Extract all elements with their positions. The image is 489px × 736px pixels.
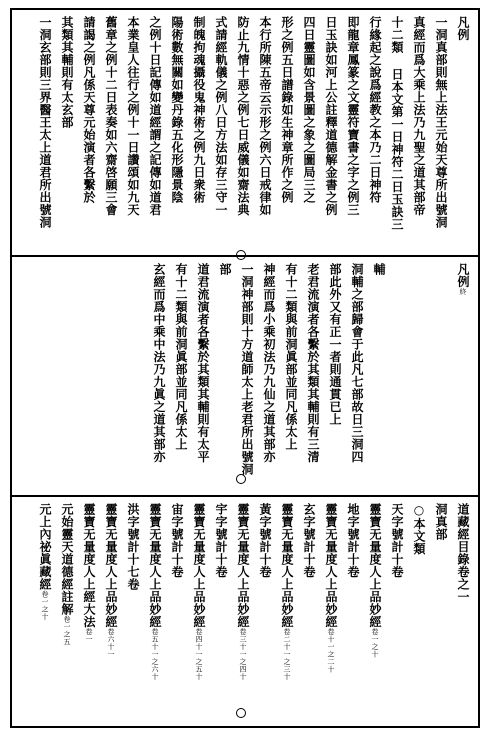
separator-circle-icon bbox=[236, 474, 246, 484]
bot-column bbox=[342, 503, 362, 720]
column-text: 輔 bbox=[372, 263, 386, 276]
column-text: 神經而爲小乘初法乃九仙之道其部亦 bbox=[262, 263, 276, 463]
column-text: 舊章之例十二日表奏如六齋啓願三會 bbox=[104, 16, 118, 216]
bot-column bbox=[452, 503, 472, 720]
mid-column bbox=[258, 263, 278, 489]
bottom-text-columns bbox=[18, 503, 472, 720]
column-text: 一洞玄部則三界醫王太上道君所出號洞 bbox=[38, 16, 52, 229]
column-text: 地字號計十卷 bbox=[346, 503, 360, 578]
middle-panel bbox=[12, 257, 478, 497]
bot-column bbox=[364, 503, 384, 720]
mid-column bbox=[452, 263, 472, 489]
mid-column bbox=[148, 263, 168, 489]
top-column bbox=[452, 16, 472, 249]
column-text: 道藏經目錄卷之一 bbox=[456, 503, 470, 603]
top-column bbox=[408, 16, 428, 249]
column-text: 部此外又有正一者則通貫已上 bbox=[328, 263, 342, 426]
mid-column bbox=[192, 263, 212, 489]
top-column bbox=[56, 16, 76, 249]
volume-note: 卷一之五 bbox=[63, 615, 71, 646]
top-column bbox=[276, 16, 296, 249]
column-text: 天字號計十卷 bbox=[390, 503, 404, 578]
column-text: 防止九情十惡之例七日威儀如齋法典 bbox=[236, 16, 250, 216]
mid-column bbox=[302, 263, 322, 489]
volume-note: 卷十一之二十 bbox=[327, 628, 335, 673]
column-text: 黃字號計十卷 bbox=[258, 503, 272, 578]
column-text: 靈寶无量度人上品妙經 bbox=[148, 503, 162, 628]
bot-column bbox=[320, 503, 340, 720]
column-text: 洞輔之部歸會于此凡七部故日三洞四 bbox=[350, 263, 364, 463]
column-text: 元始靈天道德經註解 bbox=[60, 503, 74, 616]
separator-circle-icon bbox=[236, 708, 246, 718]
column-text: 本行所陳五帝云示形之例六日戒律如 bbox=[258, 16, 272, 216]
top-column bbox=[254, 16, 274, 249]
top-column bbox=[166, 16, 186, 249]
top-column bbox=[320, 16, 340, 249]
page-frame bbox=[10, 8, 480, 728]
bot-column bbox=[188, 503, 208, 720]
mid-column bbox=[280, 263, 300, 489]
top-column bbox=[210, 16, 230, 249]
column-text: 靈寶无量度人上品妙經 bbox=[104, 503, 118, 628]
bot-column bbox=[298, 503, 318, 720]
volume-note: 卷五十一之六十 bbox=[151, 628, 159, 681]
top-column bbox=[364, 16, 384, 249]
top-column bbox=[430, 16, 450, 249]
column-text: 有十二類與前洞眞部並同凡係太上 bbox=[174, 263, 188, 451]
bot-column bbox=[430, 503, 450, 720]
top-column bbox=[144, 16, 164, 249]
volume-note: 卷四十一之五十 bbox=[195, 628, 203, 681]
heading-footnote: 終 bbox=[459, 288, 467, 296]
bot-column bbox=[232, 503, 252, 720]
column-text: 請謁之例凡係天尊元始演者各繫於 bbox=[82, 16, 96, 204]
column-text: 洞真部 bbox=[434, 503, 448, 541]
column-text: 式請經軌儀之例八日方法如存三守一 bbox=[214, 16, 228, 216]
mid-column bbox=[324, 263, 344, 489]
volume-note: 卷一之十 bbox=[371, 628, 379, 658]
bot-column bbox=[34, 503, 54, 720]
top-column bbox=[122, 16, 142, 249]
column-text: 老君流演者各繫於其類其輔則有三清 bbox=[306, 263, 320, 463]
column-text: 靈寶无量度人上品妙經 bbox=[324, 503, 338, 628]
column-text: 即龍章鳳篆之文靈符寶書之字之例三 bbox=[346, 16, 360, 216]
mid-column bbox=[236, 263, 256, 489]
column-text: 真經而爲大乘上法乃九聖之道其部帝 bbox=[412, 16, 426, 216]
top-column bbox=[34, 16, 54, 249]
column-text: 制魄拘魂攝役鬼神術之例九日衆術 bbox=[192, 16, 206, 204]
bottom-panel bbox=[12, 497, 478, 726]
mid-column bbox=[368, 263, 388, 489]
mid-column bbox=[346, 263, 366, 489]
column-text: 宇字號計十卷 bbox=[214, 503, 228, 578]
column-text: ○本文類 bbox=[412, 503, 426, 555]
column-text: 靈寶无量度人上品妙經 bbox=[192, 503, 206, 628]
bot-column bbox=[408, 503, 428, 720]
bot-column bbox=[56, 503, 76, 720]
column-text: 洪字號計十七卷 bbox=[126, 503, 140, 591]
bot-column bbox=[210, 503, 230, 720]
top-column bbox=[188, 16, 208, 249]
column-text: 靈寶无量度人上品妙經 bbox=[236, 503, 250, 628]
column-text: 靈寶无量度人上經大法 bbox=[82, 503, 96, 628]
column-text: 形之例五日譜錄如生神章所作之例 bbox=[280, 16, 294, 204]
column-text: 靈寶无量度人上品妙經 bbox=[280, 503, 294, 628]
column-text: 十二類 日本文第一日神符二日玉訣三 bbox=[390, 16, 404, 231]
bot-column bbox=[166, 503, 186, 720]
bot-column bbox=[386, 503, 406, 720]
column-text: 一洞真部則無上法王元始天尊所出號洞 bbox=[434, 16, 448, 229]
column-text: 其類其輔則有太玄部 bbox=[60, 16, 74, 129]
column-text: 日玉訣如河上公註釋道德解金書之例 bbox=[324, 16, 338, 216]
top-column bbox=[100, 16, 120, 249]
bot-column bbox=[122, 503, 142, 720]
mid-column bbox=[170, 263, 190, 489]
column-text: 元上內祕眞藏經 bbox=[38, 503, 52, 591]
bot-column bbox=[276, 503, 296, 720]
column-text: 之例十日記傳如道經謂之記傳如道君 bbox=[148, 16, 162, 216]
column-text: 部 bbox=[218, 263, 232, 276]
volume-note: 卷一 bbox=[85, 628, 93, 643]
mid-column bbox=[214, 263, 234, 489]
volume-note: 卷六十一 bbox=[107, 628, 115, 658]
column-text: 四日靈圖如含景圖之象之圖局三之 bbox=[302, 16, 316, 204]
volume-note: 卷二十一之三十 bbox=[283, 628, 291, 681]
column-text: 有十二類與前洞眞部並同凡係太上 bbox=[284, 263, 298, 451]
column-text: 道君流演者各繫於其類其輔則有太平 bbox=[196, 263, 210, 463]
column-text: 宙字號計十卷 bbox=[170, 503, 184, 578]
volume-note: 卷三十一之四十 bbox=[239, 628, 247, 681]
top-column bbox=[342, 16, 362, 249]
column-text: 玄經而爲中乘中法乃九眞之道其部亦 bbox=[152, 263, 166, 463]
column-text: 凡例 bbox=[456, 263, 470, 288]
column-text: 靈寶无量度人上品妙經 bbox=[368, 503, 382, 628]
bot-column bbox=[254, 503, 274, 720]
top-column bbox=[386, 16, 406, 249]
middle-text-columns bbox=[18, 263, 472, 489]
volume-note: 卷一之十 bbox=[41, 590, 49, 621]
top-column bbox=[78, 16, 98, 249]
column-text: 凡例 bbox=[456, 16, 470, 41]
separator-circle-icon bbox=[236, 250, 246, 260]
top-column bbox=[298, 16, 318, 249]
top-panel bbox=[12, 10, 478, 257]
column-text: 一洞神部則十方道師太上老君所出號洞 bbox=[240, 263, 254, 476]
bot-column bbox=[144, 503, 164, 720]
column-text: 陽術數無關如變丹錄五化形隱景陰 bbox=[170, 16, 184, 204]
bot-column bbox=[78, 503, 98, 720]
top-text-columns bbox=[18, 16, 472, 249]
column-text: 玄字號計十卷 bbox=[302, 503, 316, 578]
top-column bbox=[232, 16, 252, 249]
column-gap bbox=[390, 263, 450, 489]
column-text: 本業皇人往行之例十一日讚頌如九天 bbox=[126, 16, 140, 216]
bot-column bbox=[100, 503, 120, 720]
column-text: 行緣起之說爲經教之本乃二日神符 bbox=[368, 16, 382, 204]
